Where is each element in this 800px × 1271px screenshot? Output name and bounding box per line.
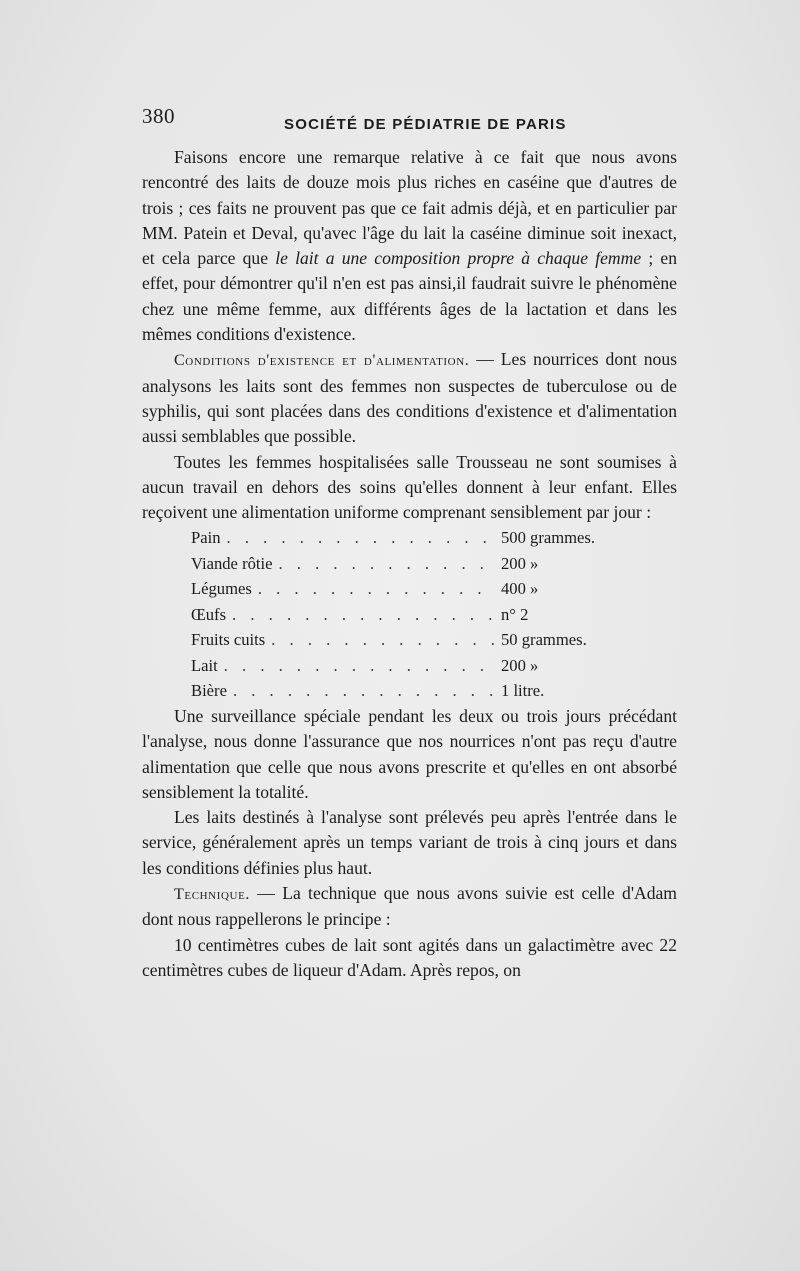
diet-row: Lait . . . 200 » bbox=[191, 653, 631, 679]
diet-row: Viande rôtie . . . 200 » bbox=[191, 551, 631, 577]
paragraph-surveillance: Une surveillance spéciale pendant les deux ou trois jours précédant l'analyse, nous donne l'assurance que nos nourrices n'ont pas reçu d'autre alimentation que celle que nous avons prescrite et qu'elles en ont absorbé sensiblement la totalité. bbox=[142, 705, 677, 802]
paragraph-casein: Faisons encore une remarque relative à ce fait que nous avons rencontré des laits de douze mois plus riches en caséine que d'autres de trois ; ces faits ne prouvent pas que ce fait admis déjà, et en particulier par MM. Patein et Deval, qu'avec l'âge du lait la caséine diminue soit inexact, et cela parce que le lait a une composition propre à chaque femme ; en effet, pour démontrer qu'il n'en est pas ainsi,il faudrait suivre le phénomène chez une même femme, aux différents âges de la lactation et dans les mêmes conditions d'existence. bbox=[142, 147, 677, 345]
page-header bbox=[142, 104, 672, 138]
paragraph-sampling: Les laits destinés à l'analyse sont prélevés peu après l'entrée dans le service, généralement après un temps variant de trois à cinq jours et dans les conditions définies plus haut. bbox=[142, 807, 677, 878]
paragraph-method: 10 centimètres cubes de lait sont agités dans un galactimètre avec 22 centimètres cubes de liqueur d'Adam. Après repos, on bbox=[142, 934, 677, 980]
body-text bbox=[142, 145, 677, 983]
paragraph-hospitalized: Toutes les femmes hospitalisées salle Trousseau ne sont soumises à aucun travail en dehors des soins qu'elles donnent à leur enfant. Elles reçoivent une alimentation uniforme comprenant sensiblement par jour : bbox=[142, 451, 677, 523]
diet-row: Bière . . . 1 litre. bbox=[191, 678, 631, 704]
diet-row: Légumes . . . 400 » bbox=[191, 576, 631, 602]
paragraph-conditions: Conditions d'existence et d'alimentation. — Les nourrices dont nous analysons les laits sont des femmes non suspectes de tuberculose ou de syphilis, qui sont placées dans des conditions d'existence et d'alimentation aussi semblables que possible. bbox=[142, 349, 677, 447]
diet-row: Pain . . . 500 grammes. bbox=[191, 525, 631, 551]
paragraph-technique: Technique. — La technique que nous avons suivie est celle d'Adam dont nous rappellerons le principe : bbox=[142, 883, 677, 930]
emphasis-text: le lait a une composition propre à chaque femme bbox=[275, 248, 642, 269]
running-title: SOCIÉTÉ DE PÉDIATRIE DE PARIS bbox=[284, 116, 567, 133]
diet-list bbox=[191, 525, 631, 704]
diet-row: Œufs . . . n° 2 bbox=[191, 602, 631, 628]
section-heading-conditions: Conditions d'existence et d'alimentation. bbox=[174, 352, 470, 370]
section-heading-technique: Technique. bbox=[174, 886, 250, 904]
page-number: 380 bbox=[142, 104, 175, 128]
diet-row: Fruits cuits . . . 50 grammes. bbox=[191, 627, 631, 653]
